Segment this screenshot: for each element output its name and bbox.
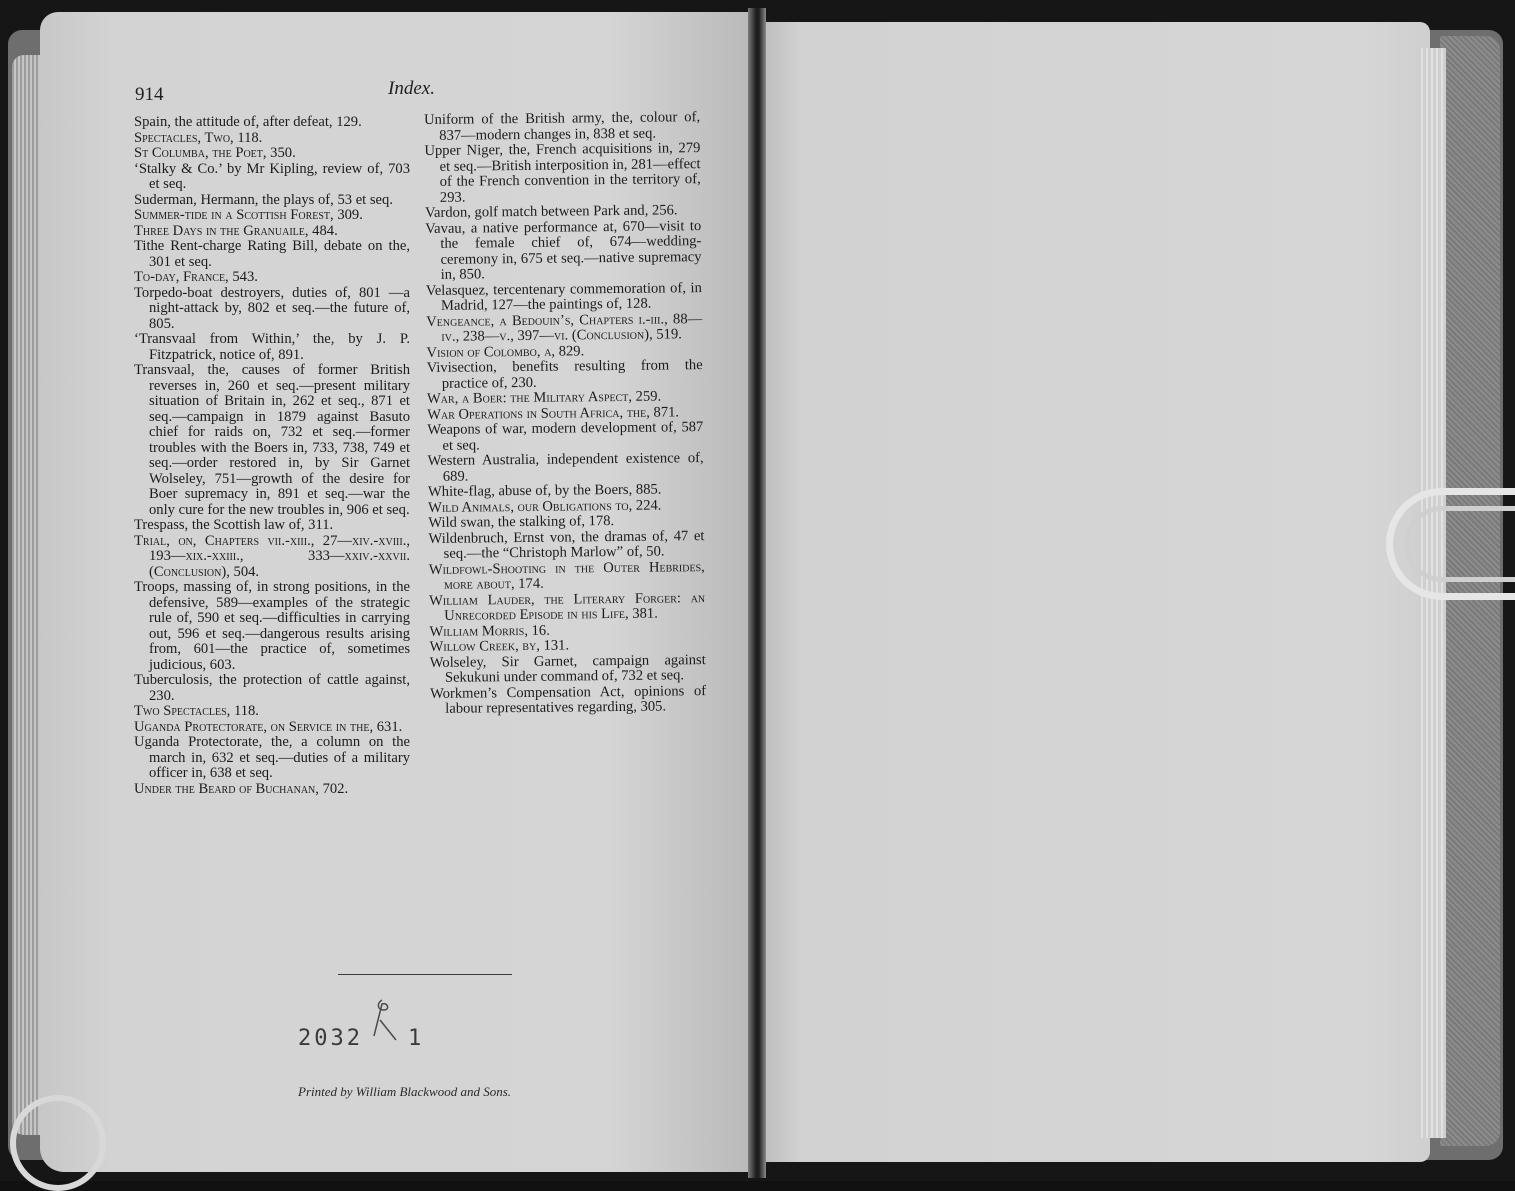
- index-entry: William Lauder, the Literary Forger: an Unrecorded Episode in his Life, 381.: [429, 589, 706, 624]
- index-entry: White-flag, abuse of, by the Boers, 885.: [427, 481, 662, 500]
- paper-clip-inner-loop: [1404, 506, 1515, 582]
- index-entry: Western Australia, independent existence of, 689.: [427, 450, 704, 485]
- end-rule: [338, 974, 512, 975]
- index-entry: Transvaal, the, causes of former British reverses in, 260 et seq.—present military situation of Britain in, 262 et seq., 871 et seq.—campaign in 1879 against Basuto chief for raids on, 732 et seq.—former troubles with the Boers in, 733, 738, 749 et seq.—order restored in, by Sir Garnet Wolseley, 751—growth of the desire for Boer supremacy in, 891 et seq.—war the only cure for the new troubles in, 906 et seq.: [134, 362, 410, 518]
- index-entry: Upper Niger, the, French acquisitions in, 279 et seq.—British interposition in, 281—effect of the French convention in the territory of, 293.: [424, 140, 701, 206]
- index-entry: Summer-tide in a Scottish Forest, 309.: [134, 207, 363, 223]
- index-entry: Torpedo-boat destroyers, duties of, 801 —a night-attack by, 802 et seq.—the future of, 805.: [134, 284, 410, 332]
- binder-ring-icon: [10, 1095, 106, 1191]
- right-page-blank: [762, 22, 1430, 1162]
- index-entry: Wild swan, the stalking of, 178.: [428, 513, 615, 531]
- index-entry: Under the Beard of Buchanan, 702.: [134, 780, 349, 797]
- running-header-title: Index.: [388, 78, 435, 99]
- index-entry: ‘Transvaal from Within,’ the, by J. P. Fitzpatrick, notice of, 891.: [134, 331, 410, 363]
- index-entry: Tuberculosis, the protection of cattle against, 230.: [134, 672, 410, 704]
- index-entry: Uniform of the British army, the, colour of, 837—modern changes in, 838 et seq.: [423, 109, 701, 144]
- index-entry: Trial, on, Chapters vii.-xiii., 27—xiv.-xviii., 193—xix.-xxiii., 333—xxiv.-xxvii. (Conclusion), 504.: [134, 532, 410, 580]
- index-entry: To-day, France, 543.: [134, 269, 258, 285]
- index-entry: Workmen’s Compensation Act, opinions of labour representatives regarding, 305.: [429, 682, 707, 717]
- index-entry: Vengeance, a Bedouin’s, Chapters i.-iii., 88—iv., 238—v., 397—vi. (Conclusion), 519.: [426, 310, 703, 345]
- index-column-right: [424, 110, 706, 717]
- index-entry: Wildenbruch, Ernst von, the dramas of, 47 et seq.—the “Christoph Marlow” of, 50.: [428, 527, 705, 562]
- page-number: 914: [135, 84, 164, 105]
- catalog-number-suffix: 1: [408, 1026, 422, 1051]
- index-entry: Suderman, Hermann, the plays of, 53 et seq.: [134, 191, 393, 208]
- index-entry: Vavau, a native performance at, 670—visit to the female chief of, 674—wedding-ceremony in, 675 et seq.—native supremacy in, 850.: [425, 217, 702, 283]
- index-entry: Trespass, the Scottish law of, 311.: [134, 517, 334, 533]
- index-entry: ‘Stalky & Co.’ by Mr Kipling, review of, 703 et seq.: [134, 160, 410, 192]
- index-entry: Vardon, golf match between Park and, 256.: [424, 202, 678, 221]
- book-gutter: [748, 8, 766, 1178]
- index-entry: Uganda Protectorate, the, a column on the march in, 632 et seq.—duties of a military officer in, 638 et seq.: [134, 734, 410, 781]
- index-entry: Spain, the attitude of, after defeat, 129.: [134, 114, 362, 130]
- index-column-left: [134, 115, 410, 797]
- index-entry: Wolseley, Sir Garnet, campaign against Sekukuni under command of, 732 et seq.: [429, 651, 706, 686]
- printer-imprint: Printed by William Blackwood and Sons.: [298, 1084, 512, 1099]
- index-entry: War Operations in South Africa, the, 871.: [427, 403, 680, 423]
- index-entry: Vivisection, benefits resulting from the practice of, 230.: [426, 357, 703, 392]
- index-entry: Tithe Rent-charge Rating Bill, debate on the, 301 et seq.: [134, 238, 410, 270]
- index-entry: Wild Animals, our Obligations to, 224.: [428, 497, 662, 516]
- index-entry: William Morris, 16.: [429, 622, 550, 640]
- index-entry: War, a Boer: the Military Aspect, 259.: [426, 388, 662, 407]
- index-entry: Spectacles, Two, 118.: [134, 129, 263, 146]
- index-entry: Weapons of war, modern development of, 587 et seq.: [427, 419, 704, 454]
- index-entry: Vision of Colombo, a, 829.: [426, 342, 585, 361]
- index-entry: Two Spectacles, 118.: [134, 703, 259, 719]
- index-entry: Velasquez, tercentenary commemoration of, in Madrid, 127—the paintings of, 128.: [425, 279, 702, 314]
- pencil-mark-icon: [368, 998, 398, 1042]
- index-entry: Wildfowl-Shooting in the Outer Hebrides, more about, 174.: [428, 558, 705, 593]
- index-entry: St Columba, the Poet, 350.: [134, 145, 296, 161]
- index-entry: Three Days in the Granuaile, 484.: [134, 222, 338, 239]
- index-entry: Willow Creek, by, 131.: [429, 637, 570, 655]
- index-entry: Troops, massing of, in strong positions, in the defensive, 589—examples of the strategic rule of, 590 et seq.—difficulties in carrying out, 596 et seq.—dangerous results arising from, 601—the practice of, sometimes judicious, 603.: [134, 579, 410, 673]
- index-entry: Uganda Protectorate, on Service in the, 631.: [134, 718, 403, 735]
- catalog-number-stamp: 2032: [298, 1026, 363, 1051]
